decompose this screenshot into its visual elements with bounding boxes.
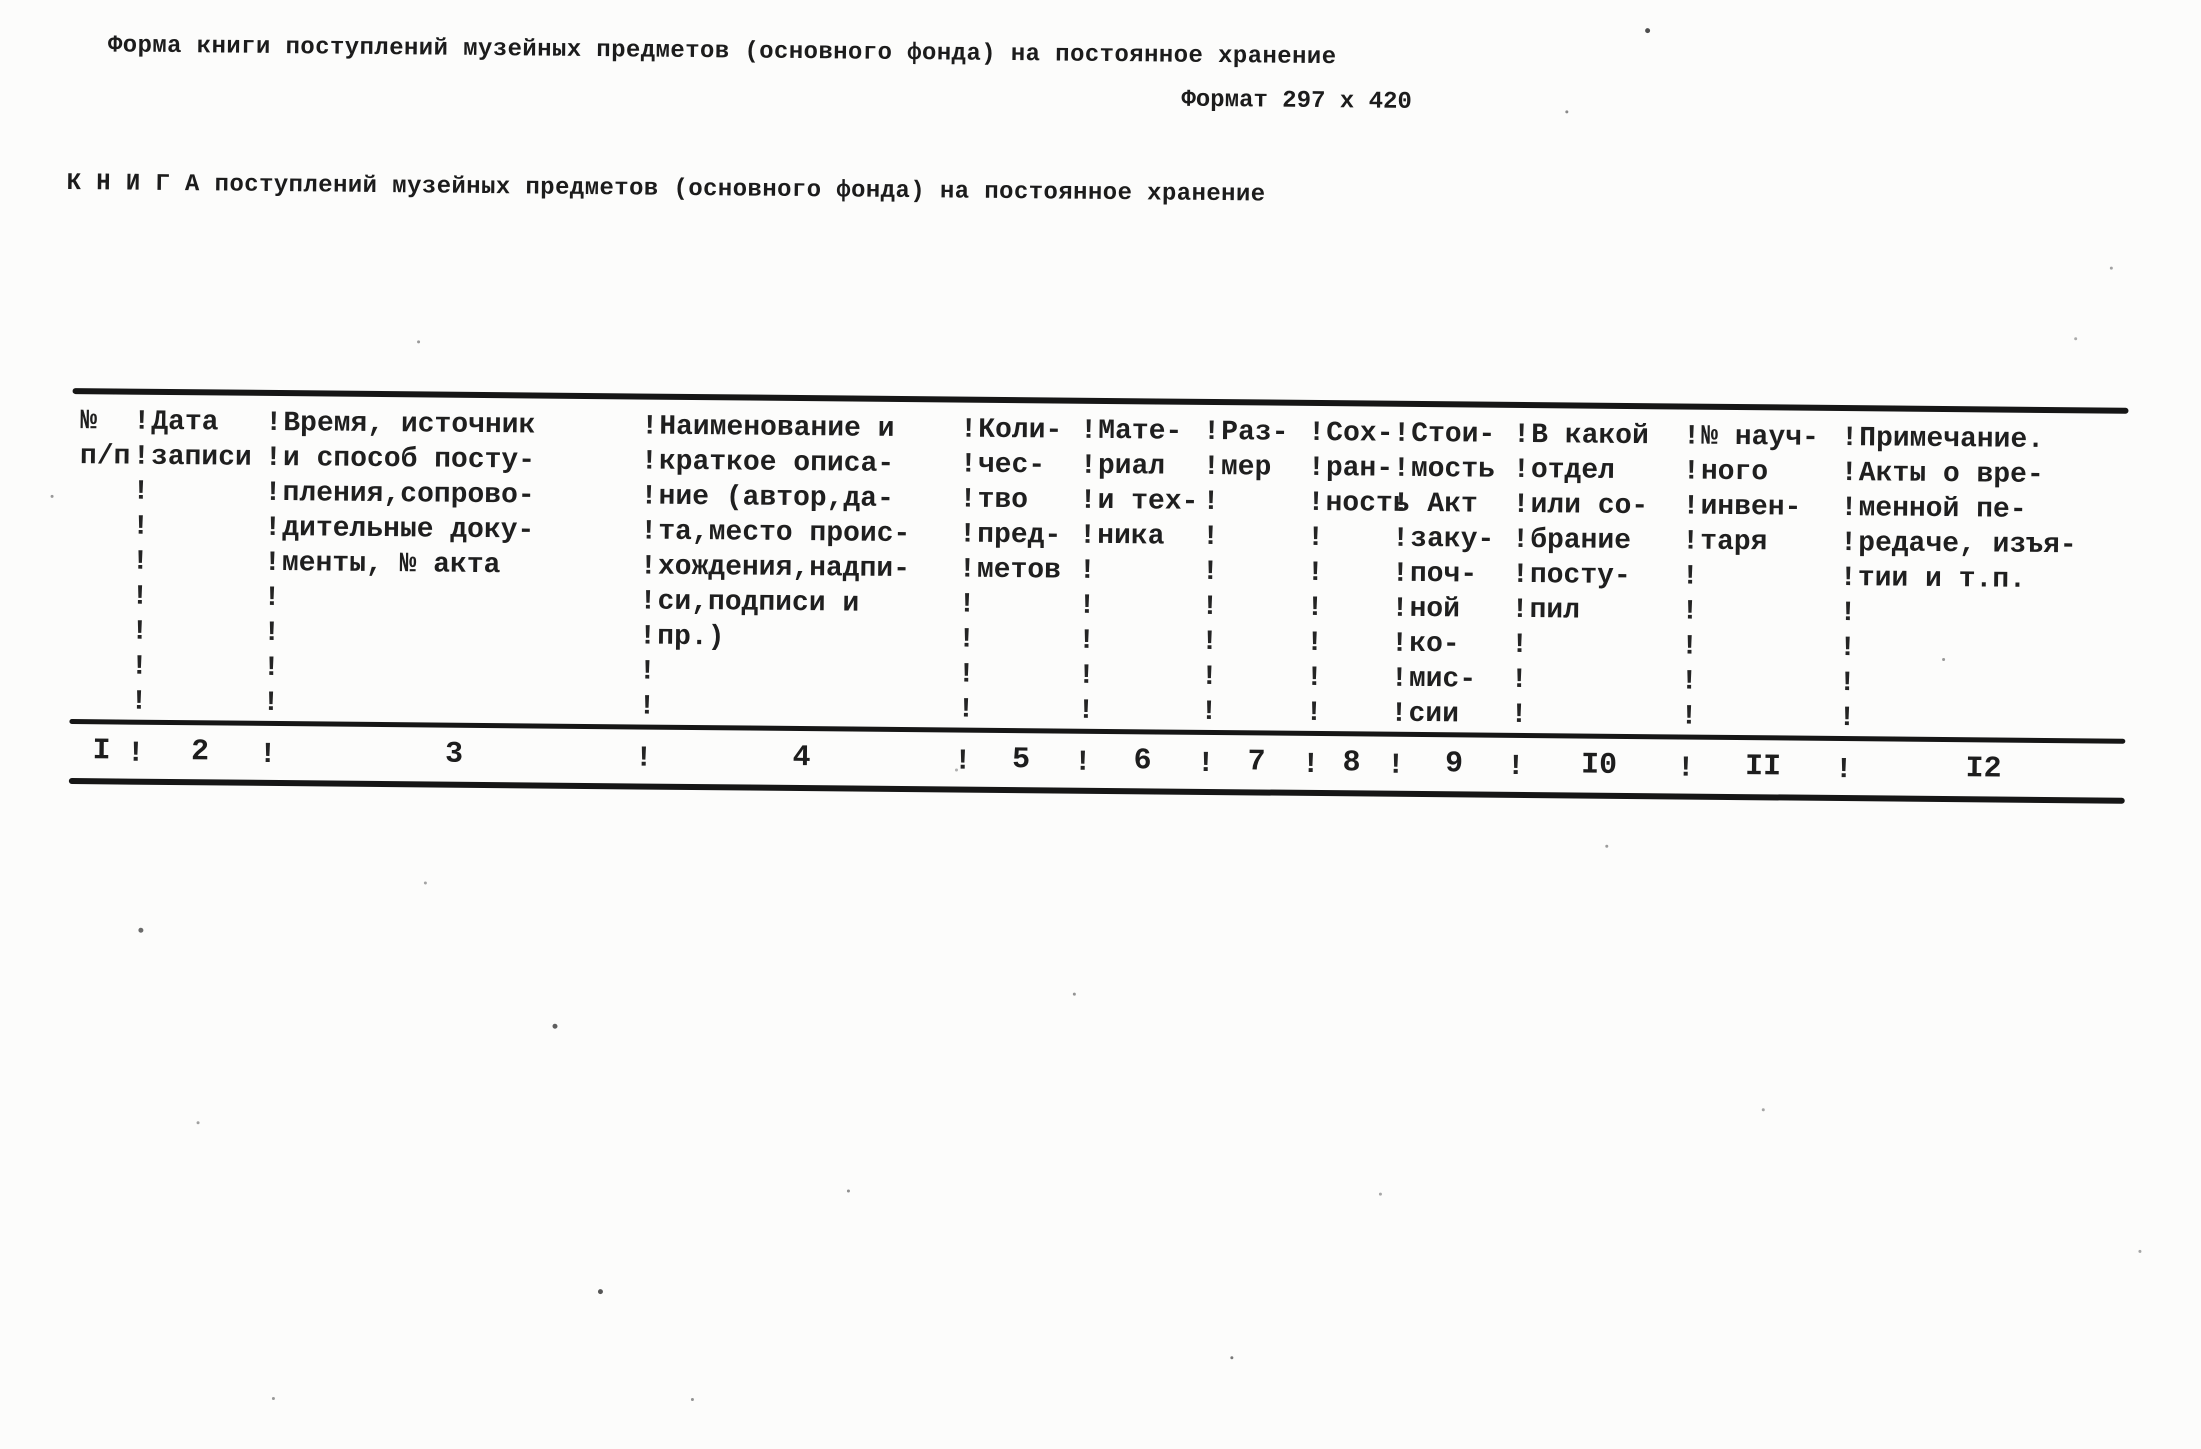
column-number-7: ! 7 <box>1204 735 1310 790</box>
column-header-7-size: ! ! ! ! ! ! ! ! ! Раз- мер <box>1204 405 1312 731</box>
book-heading: К Н И Г А поступлений музейных предметов (основного фонда) на постоянное хранение <box>66 169 1266 209</box>
column-header-10-department: ! ! ! ! ! ! ! ! ! В какой отдел или со- брание посту- пил <box>1514 408 1687 735</box>
form-title: Форма книги поступлений музейных предметов (основного фонда) на постоянное хранение <box>107 32 1337 72</box>
column-number-1: I <box>92 734 111 769</box>
column-number-10: ! I0 <box>1514 738 1685 794</box>
column-header-3-time-source: ! ! ! ! ! ! ! ! ! Время, источник и способ посту- пления,сопрово- дительные доку- менты, № акта <box>266 396 645 725</box>
table-header-row <box>69 394 2128 739</box>
column-header-6-material: ! ! ! ! ! ! ! ! ! Мате- риал и тех- ника <box>1081 404 1207 730</box>
column-number-6: ! 6 <box>1081 734 1205 789</box>
column-header-2-record-date: ! ! ! ! ! ! ! ! ! Дата записи <box>134 395 269 721</box>
column-number-2: ! 2 <box>134 725 267 780</box>
scan-noise-speckles <box>0 0 3 2</box>
column-header-1-number: № п/п <box>79 406 131 473</box>
accession-table <box>69 388 2129 804</box>
column-header-8-condition: ! ! ! ! ! ! ! ! ! Сох- ран- ность <box>1309 406 1397 732</box>
column-number-4: ! 4 <box>642 730 962 787</box>
column-header-5-quantity: ! ! ! ! ! ! ! ! ! Коли- чес- тво пред- метов <box>961 403 1084 729</box>
column-header-4-name-description: ! ! ! ! ! ! ! ! ! Наименование и краткое описа- ние (автор,да- та,место проис- хождения,надпи- си,подписи и пр.) <box>642 400 964 728</box>
column-number-12: ! I2 <box>1842 741 2126 798</box>
column-header-11-inventory-number: ! ! ! ! ! ! ! ! ! № науч- ного инвен- таря <box>1684 410 1845 737</box>
column-header-12-notes: ! ! ! ! ! ! ! ! ! Примечание. Акты о вре- менной пе- редаче, изъя- тии и т.п. <box>1842 411 2128 739</box>
column-number-9: ! 9 <box>1394 737 1515 792</box>
column-header-9-value: ! ! ! ! ! ! ! ! ! Стои- мость Акт заку- поч- ной ко- мис- сии <box>1394 407 1517 733</box>
format-note: Формат 297 х 420 <box>1181 86 1412 116</box>
column-number-3: ! 3 <box>266 726 643 784</box>
column-number-5: ! 5 <box>961 733 1082 788</box>
column-number-11: ! II <box>1684 740 1843 796</box>
column-number-8: ! 8 <box>1309 736 1395 791</box>
